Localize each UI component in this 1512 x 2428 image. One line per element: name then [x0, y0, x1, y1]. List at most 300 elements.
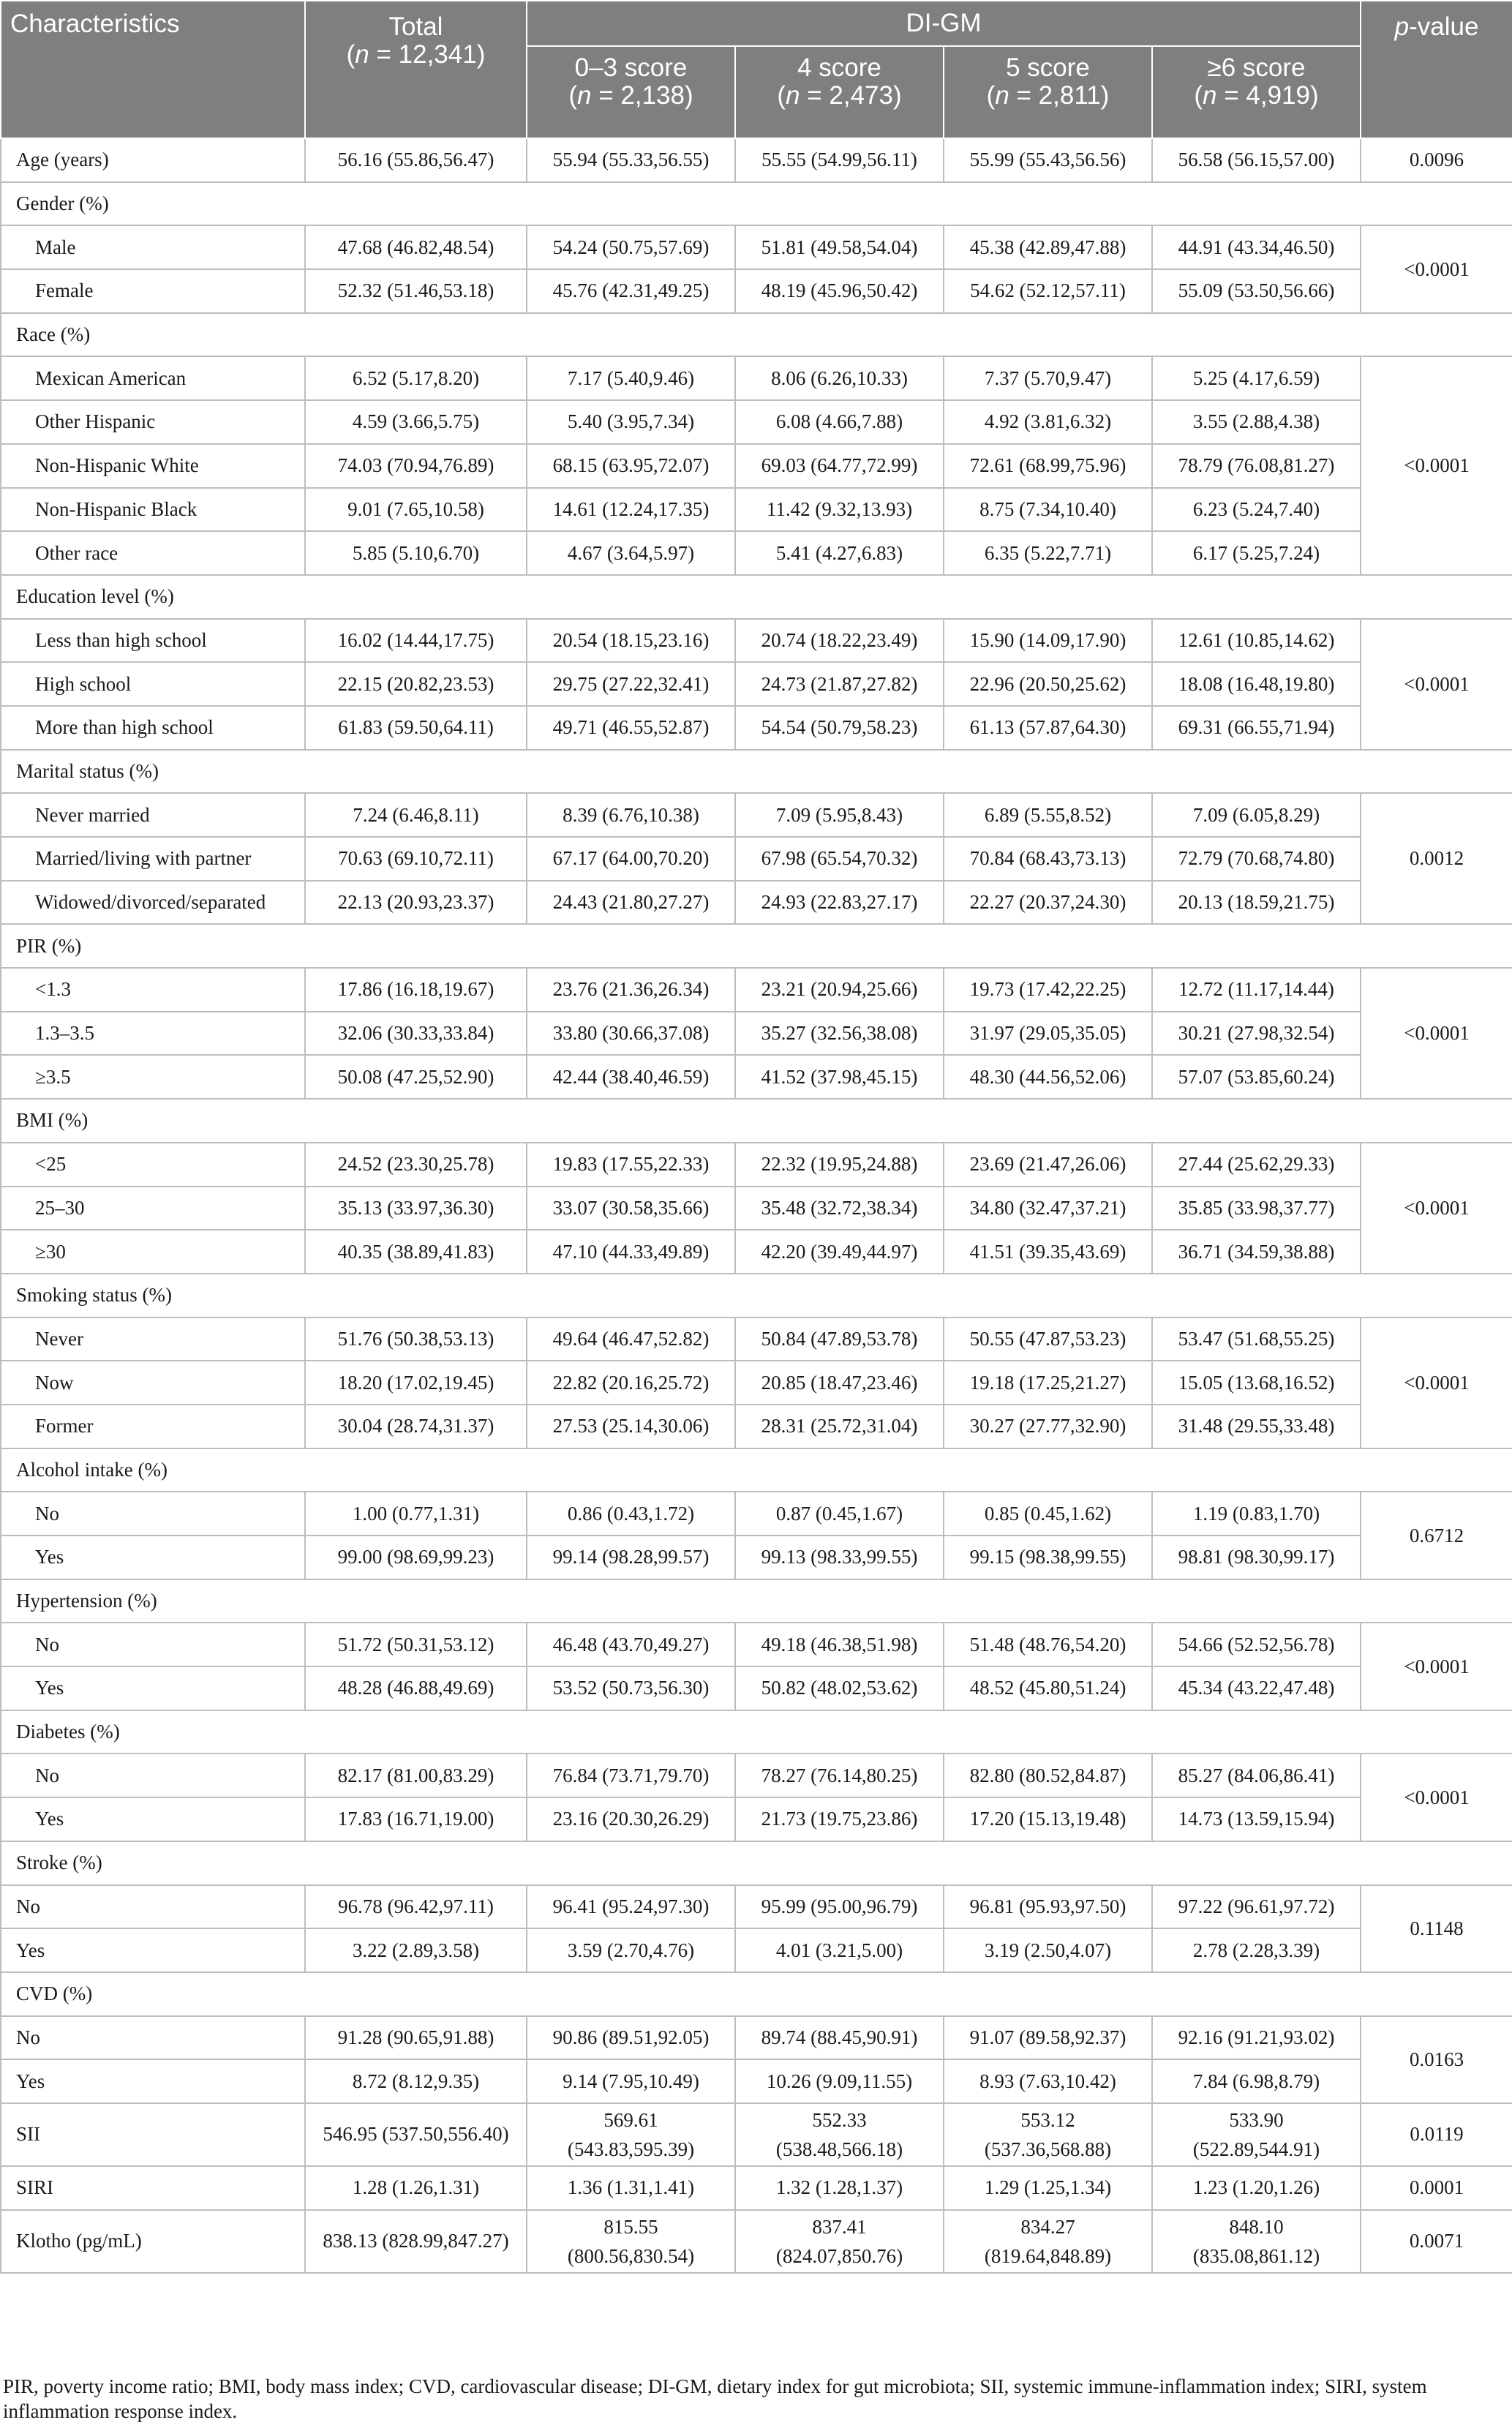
row-label: Less than high school [1, 619, 305, 663]
value-cell: 22.32 (19.95,24.88) [735, 1143, 944, 1187]
value-cell: 7.24 (6.46,8.11) [305, 793, 527, 837]
table-row [1, 1928, 1512, 1972]
value-cell: 20.74 (18.22,23.49) [735, 619, 944, 663]
value-cell: 47.68 (46.82,48.54) [305, 225, 527, 269]
row-label: Non-Hispanic Black [1, 488, 305, 532]
value-cell: 82.17 (81.00,83.29) [305, 1754, 527, 1797]
header-subgroup: 5 score (n = 2,811) [944, 46, 1152, 138]
value-cell: 55.94 (55.33,56.55) [527, 138, 735, 182]
value-cell: 27.53 (25.14,30.06) [527, 1405, 735, 1448]
value-cell: 7.09 (6.05,8.29) [1152, 793, 1361, 837]
row-label: ≥30 [1, 1230, 305, 1274]
value-cell: 552.33 (538.48,566.18) [735, 2103, 944, 2166]
value-cell: 1.29 (1.25,1.34) [944, 2166, 1152, 2210]
value-cell: 91.28 (90.65,91.88) [305, 2016, 527, 2060]
value-cell: 18.20 (17.02,19.45) [305, 1361, 527, 1405]
table-row [1, 1361, 1512, 1405]
table-row [1, 2210, 1512, 2273]
value-cell: 848.10 (835.08,861.12) [1152, 2210, 1361, 2273]
p-value-cell: <0.0001 [1361, 1318, 1512, 1448]
table-row [1, 138, 1512, 182]
value-cell: 99.13 (98.33,99.55) [735, 1536, 944, 1579]
table-section-row [1, 575, 1512, 619]
header-subgroup: ≥6 score (n = 4,919) [1152, 46, 1361, 138]
row-label: Mexican American [1, 356, 305, 400]
table-row [1, 1405, 1512, 1448]
p-value-cell: 0.1148 [1361, 1885, 1512, 1972]
value-cell: 41.52 (37.98,45.15) [735, 1055, 944, 1099]
value-cell: 24.52 (23.30,25.78) [305, 1143, 527, 1187]
value-cell: 40.35 (38.89,41.83) [305, 1230, 527, 1274]
row-label: <1.3 [1, 968, 305, 1012]
table-row [1, 706, 1512, 750]
row-label: High school [1, 662, 305, 706]
value-cell: 22.13 (20.93,23.37) [305, 881, 527, 925]
value-cell: 7.17 (5.40,9.46) [527, 356, 735, 400]
value-cell: 99.14 (98.28,99.57) [527, 1536, 735, 1579]
value-cell: 72.61 (68.99,75.96) [944, 444, 1152, 488]
p-value-cell: <0.0001 [1361, 619, 1512, 750]
row-label: Yes [1, 1536, 305, 1579]
table-row [1, 1230, 1512, 1274]
table-row [1, 1055, 1512, 1099]
row-label: Widowed/divorced/separated [1, 881, 305, 925]
value-cell: 3.22 (2.89,3.58) [305, 1928, 527, 1972]
value-cell: 53.47 (51.68,55.25) [1152, 1318, 1361, 1361]
value-cell: 12.61 (10.85,14.62) [1152, 619, 1361, 663]
value-cell: 95.99 (95.00,96.79) [735, 1885, 944, 1929]
section-label: Smoking status (%) [1, 1274, 1512, 1318]
value-cell: 30.27 (27.77,32.90) [944, 1405, 1152, 1448]
value-cell: 41.51 (39.35,43.69) [944, 1230, 1152, 1274]
value-cell: 70.84 (68.43,73.13) [944, 837, 1152, 881]
value-cell: 23.76 (21.36,26.34) [527, 968, 735, 1012]
value-cell: 49.18 (46.38,51.98) [735, 1623, 944, 1666]
table-row [1, 968, 1512, 1012]
table-row [1, 531, 1512, 575]
value-cell: 17.86 (16.18,19.67) [305, 968, 527, 1012]
value-cell: 22.27 (20.37,24.30) [944, 881, 1152, 925]
table-row [1, 837, 1512, 881]
section-label: Diabetes (%) [1, 1710, 1512, 1754]
value-cell: 17.20 (15.13,19.48) [944, 1797, 1152, 1841]
value-cell: 68.15 (63.95,72.07) [527, 444, 735, 488]
value-cell: 0.87 (0.45,1.67) [735, 1492, 944, 1536]
value-cell: 35.85 (33.98,37.77) [1152, 1187, 1361, 1230]
row-label: SII [1, 2103, 305, 2166]
value-cell: 1.28 (1.26,1.31) [305, 2166, 527, 2210]
value-cell: 78.27 (76.14,80.25) [735, 1754, 944, 1797]
p-value-cell: <0.0001 [1361, 1754, 1512, 1841]
value-cell: 50.82 (48.02,53.62) [735, 1666, 944, 1710]
row-label: 1.3–3.5 [1, 1012, 305, 1056]
row-label: Female [1, 269, 305, 313]
value-cell: 50.84 (47.89,53.78) [735, 1318, 944, 1361]
value-cell: 838.13 (828.99,847.27) [305, 2210, 527, 2273]
value-cell: 17.83 (16.71,19.00) [305, 1797, 527, 1841]
value-cell: 46.48 (43.70,49.27) [527, 1623, 735, 1666]
value-cell: 99.00 (98.69,99.23) [305, 1536, 527, 1579]
value-cell: 54.62 (52.12,57.11) [944, 269, 1152, 313]
table-section-row [1, 750, 1512, 794]
p-value-cell: <0.0001 [1361, 356, 1512, 574]
table-section-row [1, 1841, 1512, 1885]
row-label: Klotho (pg/mL) [1, 2210, 305, 2273]
p-value-cell: <0.0001 [1361, 968, 1512, 1099]
value-cell: 85.27 (84.06,86.41) [1152, 1754, 1361, 1797]
value-cell: 4.92 (3.81,6.32) [944, 400, 1152, 444]
value-cell: 7.37 (5.70,9.47) [944, 356, 1152, 400]
value-cell: 22.82 (20.16,25.72) [527, 1361, 735, 1405]
value-cell: 19.73 (17.42,22.25) [944, 968, 1152, 1012]
value-cell: 44.91 (43.34,46.50) [1152, 225, 1361, 269]
header-subgroup: 0–3 score (n = 2,138) [527, 46, 735, 138]
value-cell: 1.00 (0.77,1.31) [305, 1492, 527, 1536]
p-value-cell: 0.0096 [1361, 138, 1512, 182]
table-row [1, 488, 1512, 532]
table-row [1, 1492, 1512, 1536]
value-cell: 3.59 (2.70,4.76) [527, 1928, 735, 1972]
value-cell: 837.41 (824.07,850.76) [735, 2210, 944, 2273]
row-label: Married/living with partner [1, 837, 305, 881]
value-cell: 6.17 (5.25,7.24) [1152, 531, 1361, 575]
value-cell: 67.17 (64.00,70.20) [527, 837, 735, 881]
table-row [1, 1318, 1512, 1361]
row-label: Yes [1, 1797, 305, 1841]
value-cell: 53.52 (50.73,56.30) [527, 1666, 735, 1710]
value-cell: 33.80 (30.66,37.08) [527, 1012, 735, 1056]
value-cell: 42.44 (38.40,46.59) [527, 1055, 735, 1099]
value-cell: 5.85 (5.10,6.70) [305, 531, 527, 575]
p-value-cell: 0.0012 [1361, 793, 1512, 924]
value-cell: 45.76 (42.31,49.25) [527, 269, 735, 313]
row-label: Other Hispanic [1, 400, 305, 444]
value-cell: 30.04 (28.74,31.37) [305, 1405, 527, 1448]
value-cell: 0.86 (0.43,1.72) [527, 1492, 735, 1536]
value-cell: 54.66 (52.52,56.78) [1152, 1623, 1361, 1666]
value-cell: 23.16 (20.30,26.29) [527, 1797, 735, 1841]
value-cell: 24.43 (21.80,27.27) [527, 881, 735, 925]
value-cell: 31.48 (29.55,33.48) [1152, 1405, 1361, 1448]
row-label: Former [1, 1405, 305, 1448]
value-cell: 7.84 (6.98,8.79) [1152, 2059, 1361, 2103]
section-label: Alcohol intake (%) [1, 1448, 1512, 1492]
value-cell: 2.78 (2.28,3.39) [1152, 1928, 1361, 1972]
table-row [1, 225, 1512, 269]
section-label: Gender (%) [1, 182, 1512, 226]
table-row [1, 1754, 1512, 1797]
value-cell: 48.28 (46.88,49.69) [305, 1666, 527, 1710]
value-cell: 20.54 (18.15,23.16) [527, 619, 735, 663]
value-cell: 815.55 (800.56,830.54) [527, 2210, 735, 2273]
header-p-value: p-value [1361, 1, 1512, 138]
table-row [1, 269, 1512, 313]
value-cell: 8.72 (8.12,9.35) [305, 2059, 527, 2103]
section-label: PIR (%) [1, 924, 1512, 968]
value-cell: 92.16 (91.21,93.02) [1152, 2016, 1361, 2060]
value-cell: 20.85 (18.47,23.46) [735, 1361, 944, 1405]
value-cell: 15.90 (14.09,17.90) [944, 619, 1152, 663]
row-label: Non-Hispanic White [1, 444, 305, 488]
p-value-cell: <0.0001 [1361, 225, 1512, 312]
p-value-cell: <0.0001 [1361, 1623, 1512, 1710]
row-label: Yes [1, 1666, 305, 1710]
value-cell: 24.93 (22.83,27.17) [735, 881, 944, 925]
value-cell: 35.27 (32.56,38.08) [735, 1012, 944, 1056]
table-section-row [1, 924, 1512, 968]
value-cell: 45.34 (43.22,47.48) [1152, 1666, 1361, 1710]
table-footnote: PIR, poverty income ratio; BMI, body mass index; CVD, cardiovascular disease; DI-GM, dietary index for gut microbiota; SII, systemic immune-inflammation index; SIRI, system inflammation response index. [3, 2375, 1427, 2422]
value-cell: 3.55 (2.88,4.38) [1152, 400, 1361, 444]
value-cell: 15.05 (13.68,16.52) [1152, 1361, 1361, 1405]
value-cell: 11.42 (9.32,13.93) [735, 488, 944, 532]
value-cell: 35.13 (33.97,36.30) [305, 1187, 527, 1230]
row-label: No [1, 1623, 305, 1666]
table-section-row [1, 182, 1512, 226]
value-cell: 23.21 (20.94,25.66) [735, 968, 944, 1012]
row-label: No [1, 2016, 305, 2060]
row-label: Never [1, 1318, 305, 1361]
value-cell: 78.79 (76.08,81.27) [1152, 444, 1361, 488]
value-cell: 1.19 (0.83,1.70) [1152, 1492, 1361, 1536]
value-cell: 21.73 (19.75,23.86) [735, 1797, 944, 1841]
p-value-cell: 0.0001 [1361, 2166, 1512, 2210]
value-cell: 9.14 (7.95,10.49) [527, 2059, 735, 2103]
value-cell: 8.75 (7.34,10.40) [944, 488, 1152, 532]
value-cell: 28.31 (25.72,31.04) [735, 1405, 944, 1448]
value-cell: 98.81 (98.30,99.17) [1152, 1536, 1361, 1579]
table-row [1, 881, 1512, 925]
value-cell: 67.98 (65.54,70.32) [735, 837, 944, 881]
value-cell: 42.20 (39.49,44.97) [735, 1230, 944, 1274]
value-cell: 19.18 (17.25,21.27) [944, 1361, 1152, 1405]
table-section-row [1, 1579, 1512, 1623]
value-cell: 76.84 (73.71,79.70) [527, 1754, 735, 1797]
table-row [1, 1797, 1512, 1841]
table-row [1, 444, 1512, 488]
table-row [1, 662, 1512, 706]
value-cell: 74.03 (70.94,76.89) [305, 444, 527, 488]
value-cell: 35.48 (32.72,38.34) [735, 1187, 944, 1230]
row-label: Never married [1, 793, 305, 837]
p-value-cell: 0.0119 [1361, 2103, 1512, 2166]
header-subgroup: 4 score (n = 2,473) [735, 46, 944, 138]
value-cell: 553.12 (537.36,568.88) [944, 2103, 1152, 2166]
table-row [1, 2059, 1512, 2103]
table-row [1, 400, 1512, 444]
value-cell: 56.58 (56.15,57.00) [1152, 138, 1361, 182]
table-row [1, 1187, 1512, 1230]
value-cell: 27.44 (25.62,29.33) [1152, 1143, 1361, 1187]
header-total: Total (n = 12,341) [305, 1, 527, 138]
row-label: No [1, 1885, 305, 1929]
table-row [1, 1012, 1512, 1056]
value-cell: 834.27 (819.64,848.89) [944, 2210, 1152, 2273]
section-label: Marital status (%) [1, 750, 1512, 794]
value-cell: 55.99 (55.43,56.56) [944, 138, 1152, 182]
value-cell: 34.80 (32.47,37.21) [944, 1187, 1152, 1230]
value-cell: 54.54 (50.79,58.23) [735, 706, 944, 750]
table-row [1, 1885, 1512, 1929]
value-cell: 49.64 (46.47,52.82) [527, 1318, 735, 1361]
value-cell: 55.09 (53.50,56.66) [1152, 269, 1361, 313]
value-cell: 16.02 (14.44,17.75) [305, 619, 527, 663]
value-cell: 4.67 (3.64,5.97) [527, 531, 735, 575]
value-cell: 4.59 (3.66,5.75) [305, 400, 527, 444]
value-cell: 51.72 (50.31,53.12) [305, 1623, 527, 1666]
value-cell: 6.89 (5.55,8.52) [944, 793, 1152, 837]
value-cell: 8.06 (6.26,10.33) [735, 356, 944, 400]
p-value-cell: 0.0163 [1361, 2016, 1512, 2103]
p-value-cell: <0.0001 [1361, 1143, 1512, 1274]
table-section-row [1, 1099, 1512, 1143]
value-cell: 47.10 (44.33,49.89) [527, 1230, 735, 1274]
value-cell: 70.63 (69.10,72.11) [305, 837, 527, 881]
value-cell: 33.07 (30.58,35.66) [527, 1187, 735, 1230]
value-cell: 4.01 (3.21,5.00) [735, 1928, 944, 1972]
section-label: Race (%) [1, 313, 1512, 357]
table-section-row [1, 1972, 1512, 2016]
value-cell: 96.41 (95.24,97.30) [527, 1885, 735, 1929]
section-label: BMI (%) [1, 1099, 1512, 1143]
row-label: SIRI [1, 2166, 305, 2210]
value-cell: 30.21 (27.98,32.54) [1152, 1012, 1361, 1056]
value-cell: 6.23 (5.24,7.40) [1152, 488, 1361, 532]
value-cell: 23.69 (21.47,26.06) [944, 1143, 1152, 1187]
table-section-row [1, 1448, 1512, 1492]
value-cell: 48.52 (45.80,51.24) [944, 1666, 1152, 1710]
value-cell: 533.90 (522.89,544.91) [1152, 2103, 1361, 2166]
value-cell: 24.73 (21.87,27.82) [735, 662, 944, 706]
table-row [1, 1536, 1512, 1579]
value-cell: 32.06 (30.33,33.84) [305, 1012, 527, 1056]
value-cell: 3.19 (2.50,4.07) [944, 1928, 1152, 1972]
value-cell: 6.08 (4.66,7.88) [735, 400, 944, 444]
value-cell: 56.16 (55.86,56.47) [305, 138, 527, 182]
value-cell: 1.32 (1.28,1.37) [735, 2166, 944, 2210]
value-cell: 31.97 (29.05,35.05) [944, 1012, 1152, 1056]
row-label: Yes [1, 1928, 305, 1972]
value-cell: 6.35 (5.22,7.71) [944, 531, 1152, 575]
value-cell: 51.81 (49.58,54.04) [735, 225, 944, 269]
row-label: More than high school [1, 706, 305, 750]
row-label: No [1, 1492, 305, 1536]
value-cell: 569.61 (543.83,595.39) [527, 2103, 735, 2166]
table-section-row [1, 313, 1512, 357]
value-cell: 20.13 (18.59,21.75) [1152, 881, 1361, 925]
header-di-gm: DI-GM [527, 1, 1361, 46]
value-cell: 14.61 (12.24,17.35) [527, 488, 735, 532]
value-cell: 51.48 (48.76,54.20) [944, 1623, 1152, 1666]
value-cell: 29.75 (27.22,32.41) [527, 662, 735, 706]
value-cell: 54.24 (50.75,57.69) [527, 225, 735, 269]
table-row [1, 2166, 1512, 2210]
value-cell: 1.36 (1.31,1.41) [527, 2166, 735, 2210]
value-cell: 10.26 (9.09,11.55) [735, 2059, 944, 2103]
row-label: <25 [1, 1143, 305, 1187]
value-cell: 5.25 (4.17,6.59) [1152, 356, 1361, 400]
row-label: Male [1, 225, 305, 269]
value-cell: 96.78 (96.42,97.11) [305, 1885, 527, 1929]
table-row [1, 619, 1512, 663]
table-row [1, 1623, 1512, 1666]
value-cell: 36.71 (34.59,38.88) [1152, 1230, 1361, 1274]
value-cell: 99.15 (98.38,99.55) [944, 1536, 1152, 1579]
value-cell: 45.38 (42.89,47.88) [944, 225, 1152, 269]
value-cell: 22.96 (20.50,25.62) [944, 662, 1152, 706]
value-cell: 57.07 (53.85,60.24) [1152, 1055, 1361, 1099]
value-cell: 97.22 (96.61,97.72) [1152, 1885, 1361, 1929]
value-cell: 9.01 (7.65,10.58) [305, 488, 527, 532]
table-row [1, 356, 1512, 400]
value-cell: 89.74 (88.45,90.91) [735, 2016, 944, 2060]
table-section-row [1, 1274, 1512, 1318]
p-value-cell: 0.0071 [1361, 2210, 1512, 2273]
value-cell: 8.39 (6.76,10.38) [527, 793, 735, 837]
section-label: CVD (%) [1, 1972, 1512, 2016]
row-label: No [1, 1754, 305, 1797]
value-cell: 49.71 (46.55,52.87) [527, 706, 735, 750]
value-cell: 82.80 (80.52,84.87) [944, 1754, 1152, 1797]
value-cell: 8.93 (7.63,10.42) [944, 2059, 1152, 2103]
value-cell: 69.03 (64.77,72.99) [735, 444, 944, 488]
value-cell: 72.79 (70.68,74.80) [1152, 837, 1361, 881]
value-cell: 5.41 (4.27,6.83) [735, 531, 944, 575]
value-cell: 48.19 (45.96,50.42) [735, 269, 944, 313]
value-cell: 5.40 (3.95,7.34) [527, 400, 735, 444]
value-cell: 0.85 (0.45,1.62) [944, 1492, 1152, 1536]
table-section-row [1, 1710, 1512, 1754]
value-cell: 55.55 (54.99,56.11) [735, 138, 944, 182]
value-cell: 51.76 (50.38,53.13) [305, 1318, 527, 1361]
p-value-cell: 0.6712 [1361, 1492, 1512, 1579]
row-label: Other race [1, 531, 305, 575]
value-cell: 61.83 (59.50,64.11) [305, 706, 527, 750]
value-cell: 52.32 (51.46,53.18) [305, 269, 527, 313]
row-label: 25–30 [1, 1187, 305, 1230]
section-label: Hypertension (%) [1, 1579, 1512, 1623]
value-cell: 91.07 (89.58,92.37) [944, 2016, 1152, 2060]
value-cell: 18.08 (16.48,19.80) [1152, 662, 1361, 706]
value-cell: 90.86 (89.51,92.05) [527, 2016, 735, 2060]
table-row [1, 2103, 1512, 2166]
value-cell: 48.30 (44.56,52.06) [944, 1055, 1152, 1099]
row-label: Age (years) [1, 138, 305, 182]
table-row [1, 793, 1512, 837]
table-row [1, 1143, 1512, 1187]
value-cell: 14.73 (13.59,15.94) [1152, 1797, 1361, 1841]
table-row [1, 1666, 1512, 1710]
value-cell: 12.72 (11.17,14.44) [1152, 968, 1361, 1012]
row-label: Yes [1, 2059, 305, 2103]
value-cell: 19.83 (17.55,22.33) [527, 1143, 735, 1187]
section-label: Education level (%) [1, 575, 1512, 619]
value-cell: 69.31 (66.55,71.94) [1152, 706, 1361, 750]
value-cell: 1.23 (1.20,1.26) [1152, 2166, 1361, 2210]
value-cell: 7.09 (5.95,8.43) [735, 793, 944, 837]
value-cell: 6.52 (5.17,8.20) [305, 356, 527, 400]
section-label: Stroke (%) [1, 1841, 1512, 1885]
table-row [1, 2016, 1512, 2060]
row-label: ≥3.5 [1, 1055, 305, 1099]
value-cell: 50.55 (47.87,53.23) [944, 1318, 1152, 1361]
value-cell: 22.15 (20.82,23.53) [305, 662, 527, 706]
value-cell: 546.95 (537.50,556.40) [305, 2103, 527, 2166]
value-cell: 96.81 (95.93,97.50) [944, 1885, 1152, 1929]
header-characteristics: Characteristics [1, 1, 305, 138]
row-label: Now [1, 1361, 305, 1405]
value-cell: 61.13 (57.87,64.30) [944, 706, 1152, 750]
